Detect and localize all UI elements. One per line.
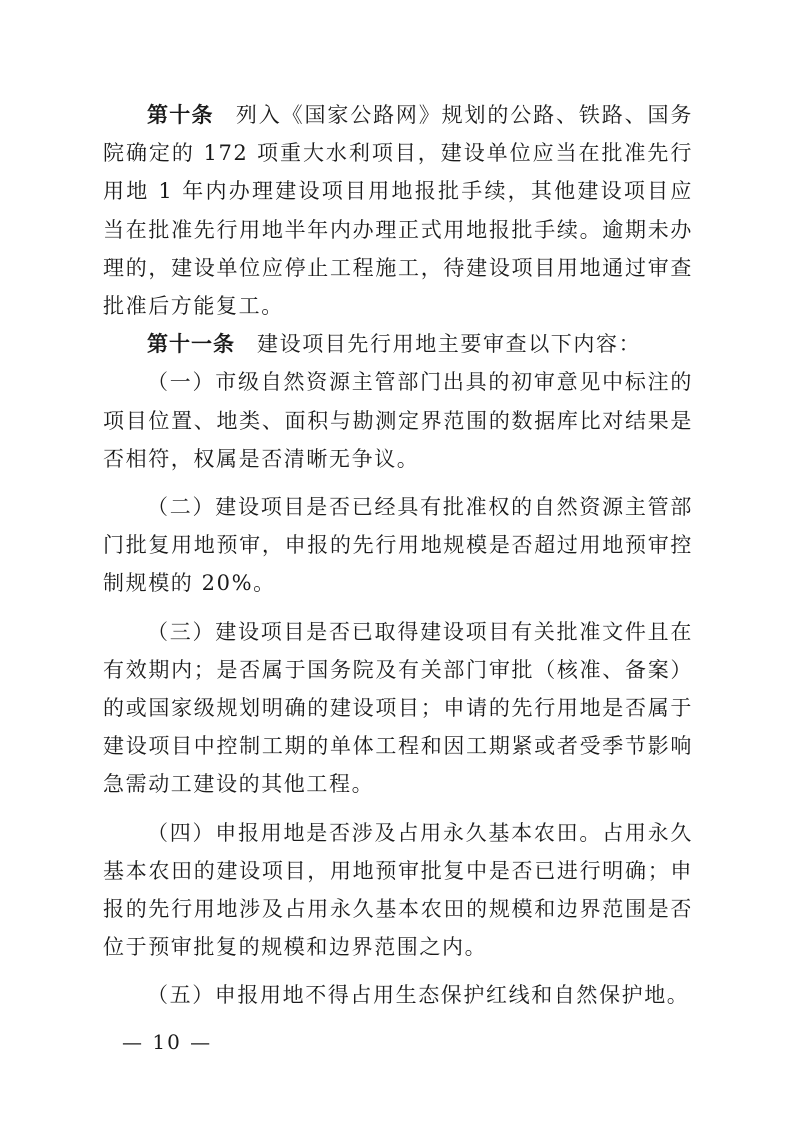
article-10-label: 第十条: [147, 103, 214, 127]
article-11-label: 第十一条: [147, 332, 235, 357]
article-11-item-2: （二）建设项目是否已经具有批准权的自然资源主管部门批复用地预审，申报的先行用地规模是否超过用地预审控制规模的 20%。: [103, 495, 693, 596]
article-11-item-1: （一）市级自然资源主管部门出具的初审意见中标注的项目位置、地类、面积与勘测定界范围的数据库比对结果是否相符，权属是否清晰无争议。: [103, 370, 693, 471]
article-11-paragraph: [103, 325, 693, 363]
article-10-paragraph: [103, 96, 693, 325]
document-body: [103, 96, 693, 1015]
page-number: — 10 —: [122, 1030, 213, 1054]
article-11-text: 建设项目先行用地主要审查以下内容：: [257, 332, 642, 357]
article-11-item-4: （四）申报用地是否涉及占用永久基本农田。占用永久基本农田的建设项目，用地预审批复中是否已进行明确；申报的先行用地涉及占用永久基本农田的规模和边界范围是否位于预审批复的规模和边界范围之内。: [103, 820, 693, 960]
article-11-item-3: （三）建设项目是否已取得建设项目有关批准文件且在有效期内；是否属于国务院及有关部门审批（核准、备案）的或国家级规划明确的建设项目；申请的先行用地是否属于建设项目中控制工期的单体工程和因工期紧或者受季节影响急需动工建设的其他工程。: [103, 619, 693, 797]
article-11-item-5: （五）申报用地不得占用生态保护红线和自然保护地。: [147, 983, 690, 1008]
article-10-text: 列入《国家公路网》规划的公路、铁路、国务院确定的 172 项重大水利项目，建设单位应当在批准先行用地 1 年内办理建设项目用地报批手续，其他建设项目应当在批准先行用地半年内办理正式用地报批手续。逾期未办理的，建设单位应停止工程施工，待建设项目用地通过审查批准后方能复工。: [103, 103, 694, 319]
